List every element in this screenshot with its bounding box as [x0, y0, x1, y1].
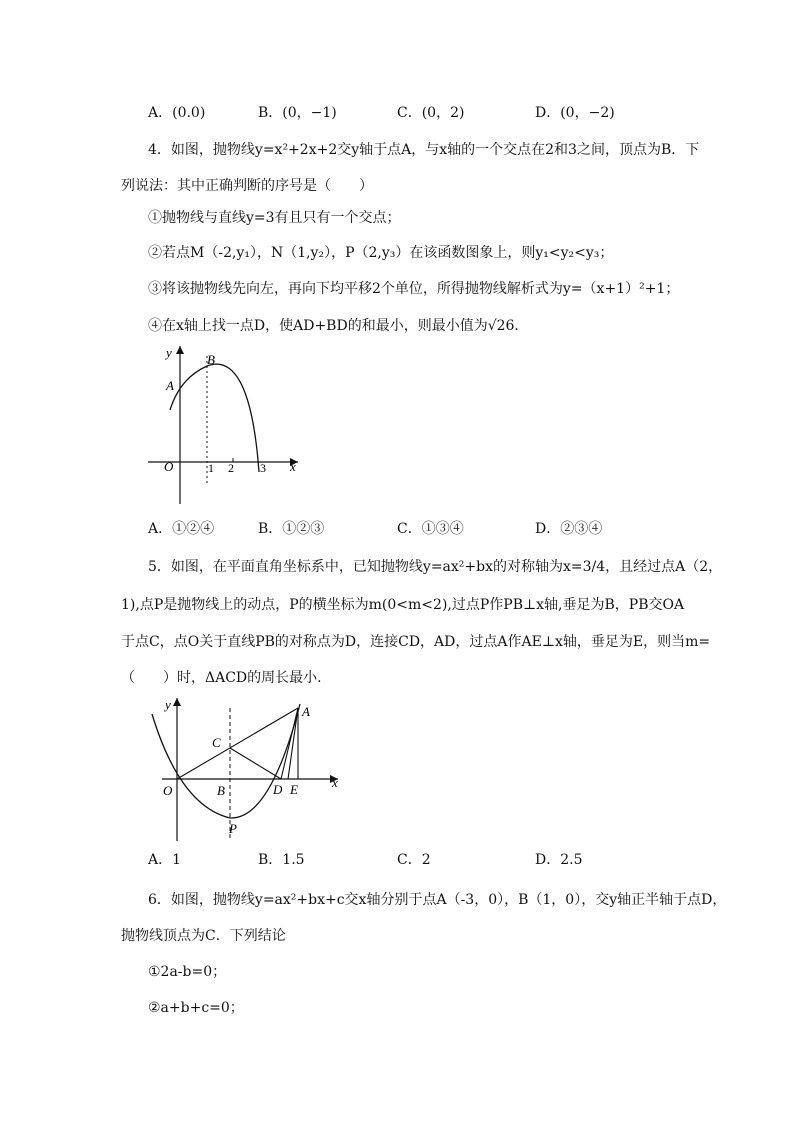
q4-statement-1: ①抛物线与直线y=3有且只有一个交点；: [148, 210, 401, 226]
q5-label-A: A: [302, 704, 310, 719]
q5-option-b: B．1.5: [258, 852, 305, 868]
q4-statement-2: ②若点M（-2,y₁），N（1,y₂），P（2,y₃）在该函数图象上，则y₁<y₂<y₃；: [148, 245, 614, 261]
q4-label-1: 1: [208, 461, 214, 475]
q4-option-c: C．①③④: [397, 521, 464, 537]
q5-option-d: D．2.5: [535, 852, 583, 868]
q5-label-y: y: [165, 697, 171, 712]
q4-parabola-curve: [170, 364, 259, 472]
q5-label-O: O: [163, 783, 173, 798]
q4-label-x: x: [290, 459, 296, 474]
q4-label-A: A: [166, 378, 174, 393]
q4-y-arrow: [176, 346, 184, 354]
q6-statement-1: ①2a-b=0；: [148, 964, 227, 980]
q5-cd-segment: [230, 748, 281, 779]
q4-label-B: B: [207, 352, 215, 367]
q6-stem-line1: 6．如图，抛物线y=ax²+bx+c交x轴分别于点A（-3，0），B（1，0），交y轴正半轴于点D，: [148, 892, 727, 908]
q4-statement-3: ③将该抛物线先向左，再向下均平移2个单位，所得抛物线解析式为y=（x+1）²+1；: [148, 281, 680, 297]
q5-y-arrow: [173, 698, 181, 706]
q5-label-P: P: [229, 821, 237, 836]
q5-label-x: x: [332, 775, 338, 790]
q6-stem-line2: 抛物线顶点为C．下列结论: [121, 928, 286, 944]
q5-stem-line1: 5．如图，在平面直角坐标系中，已知抛物线y=ax²+bx的对称轴为x=3/4，且经过点A（2，: [148, 559, 723, 575]
q5-label-B: B: [217, 783, 225, 798]
q3-option-c: C．(0，2): [397, 105, 465, 121]
q3-option-d: D．(0，−2): [535, 105, 615, 121]
q5-parabola-graph: [140, 690, 350, 845]
q4-option-b: B．①②③: [258, 521, 325, 537]
q4-label-3: 3: [260, 461, 266, 475]
q3-option-a: A．(0.0): [148, 105, 206, 121]
q4-label-O: O: [164, 459, 174, 474]
q4-stem-line2: 列说法：其中正确判断的序号是（ ）: [121, 178, 373, 194]
q4-label-2: 2: [228, 461, 234, 475]
q5-stem-line2: 1),点P是抛物线上的动点，P的横坐标为m(0<m<2),过点P作PB⊥x轴,垂足为B，PB交OA: [121, 597, 685, 613]
q5-stem-line3: 于点C，点O关于直线PB的对称点为D，连接CD，AD，过点A作AE⊥x轴，垂足为E，则当m=: [121, 634, 711, 650]
q4-option-a: A．①②④: [148, 521, 215, 537]
q5-label-E: E: [290, 782, 298, 797]
q4-label-y: y: [166, 345, 172, 360]
q4-option-d: D．②③④: [535, 521, 603, 537]
q4-stem-line1: 4．如图，抛物线y=x²+2x+2交y轴于点A，与x轴的一个交点在2和3之间，顶点为B．下: [148, 142, 700, 158]
q3-option-b: B．(0，−1): [258, 105, 337, 121]
q5-oa-segment: [177, 708, 298, 779]
q5-label-D: D: [273, 782, 283, 797]
q4-statement-4: ④在x轴上找一点D，使AD+BD的和最小，则最小值为√26．: [148, 318, 529, 334]
q5-option-a: A．1: [148, 852, 182, 868]
q5-option-c: C．2: [397, 852, 431, 868]
q4-parabola-graph: [140, 340, 310, 510]
q5-stem-line4: （ ）时，ΔACD的周长最小.: [121, 670, 322, 686]
q5-parabola-curve: [152, 704, 300, 818]
q6-statement-2: ②a+b+c=0；: [148, 1000, 244, 1016]
q5-label-C: C: [212, 735, 221, 750]
